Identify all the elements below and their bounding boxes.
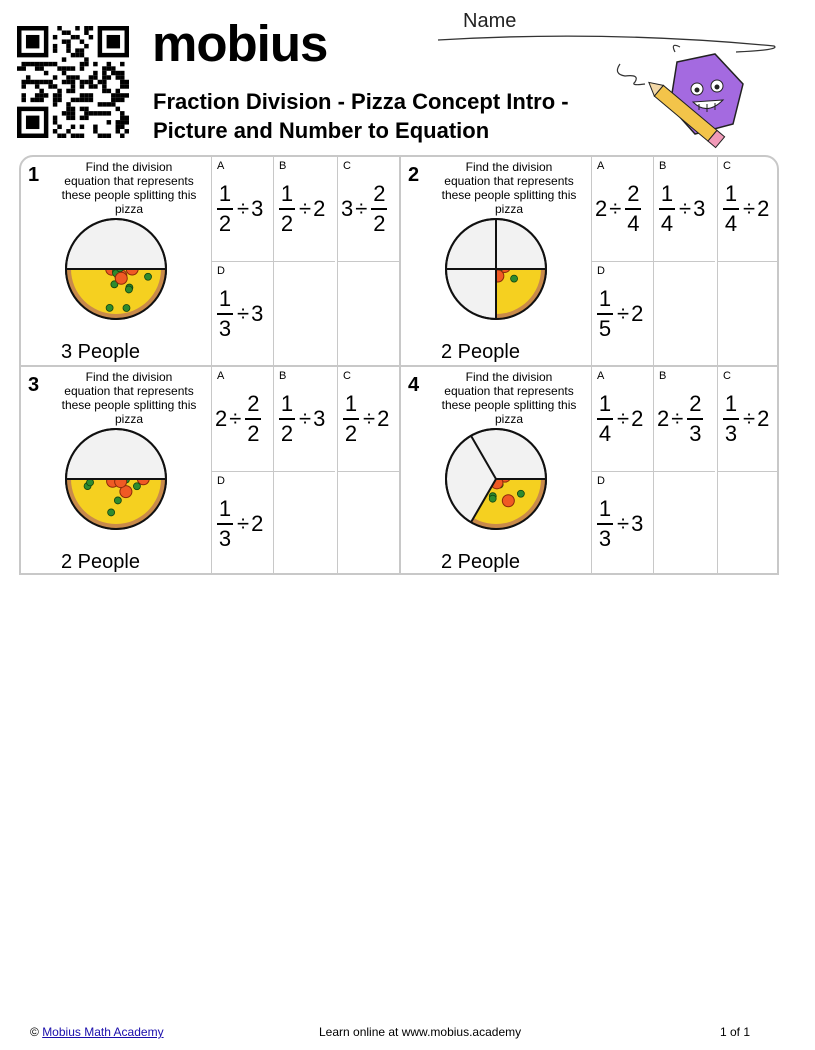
empty-cell bbox=[337, 261, 399, 365]
divisor: 2 bbox=[757, 406, 770, 431]
divisor: 3 bbox=[313, 406, 326, 431]
empty-cell bbox=[273, 261, 335, 365]
divide-sign: ÷ bbox=[671, 406, 684, 431]
choice-label: C bbox=[343, 370, 351, 382]
choice-label: C bbox=[723, 160, 731, 172]
pizza-image bbox=[64, 427, 168, 531]
fraction-bar bbox=[597, 418, 613, 420]
division-equation bbox=[277, 179, 325, 239]
fraction-bar bbox=[687, 418, 703, 420]
denominator: 3 bbox=[218, 525, 232, 551]
choice-label: D bbox=[217, 475, 225, 487]
division-equation bbox=[215, 284, 263, 344]
denominator: 5 bbox=[598, 315, 612, 341]
fraction-bar bbox=[597, 523, 613, 525]
division-equation bbox=[595, 389, 643, 449]
choice-label: C bbox=[723, 370, 731, 382]
numerator: 2 bbox=[627, 181, 640, 207]
choice-b[interactable] bbox=[653, 367, 715, 471]
footer-learn-online: Learn online at www.mobius.academy bbox=[319, 1025, 522, 1039]
numerator: 1 bbox=[724, 391, 738, 417]
choice-label: D bbox=[597, 475, 605, 487]
grid-divider-horizontal bbox=[21, 365, 777, 367]
numerator: 1 bbox=[218, 181, 232, 207]
fraction-bar bbox=[217, 208, 233, 210]
division-equation bbox=[215, 494, 263, 554]
divisor: 3 bbox=[693, 196, 706, 221]
divide-sign: ÷ bbox=[237, 301, 250, 326]
numerator: 1 bbox=[598, 496, 612, 522]
division-equation bbox=[657, 179, 705, 239]
choice-label: D bbox=[217, 265, 225, 277]
dividend: 2 bbox=[595, 196, 608, 221]
numerator: 1 bbox=[598, 391, 612, 417]
numerator: 1 bbox=[280, 181, 294, 207]
choice-c[interactable] bbox=[337, 157, 399, 261]
division-equation bbox=[341, 179, 389, 239]
fraction bbox=[245, 393, 261, 445]
people-count: 2 People bbox=[441, 341, 520, 363]
denominator: 2 bbox=[218, 210, 232, 236]
problem-number: 2 bbox=[408, 164, 420, 186]
fraction-bar bbox=[659, 208, 675, 210]
divisor: 2 bbox=[631, 301, 644, 326]
choice-label: A bbox=[597, 370, 605, 382]
choice-c[interactable] bbox=[717, 367, 779, 471]
empty-cell bbox=[337, 471, 399, 575]
divisor: 2 bbox=[313, 196, 326, 221]
title-line-1: Fraction Division - Pizza Concept Intro - bbox=[153, 89, 569, 114]
fraction bbox=[343, 393, 359, 445]
divisor: 3 bbox=[631, 511, 644, 536]
dividend: 3 bbox=[341, 196, 354, 221]
fraction-bar bbox=[723, 208, 739, 210]
people-count: 2 People bbox=[441, 551, 520, 573]
mobius-logo bbox=[152, 15, 328, 72]
empty-cell bbox=[653, 471, 715, 575]
denominator: 2 bbox=[373, 210, 386, 236]
fraction bbox=[217, 498, 233, 550]
divide-sign: ÷ bbox=[617, 301, 630, 326]
divide-sign: ÷ bbox=[679, 196, 692, 221]
divide-sign: ÷ bbox=[237, 511, 250, 536]
choice-d[interactable] bbox=[211, 471, 273, 575]
divide-sign: ÷ bbox=[609, 196, 622, 221]
problem-4 bbox=[401, 367, 781, 577]
choice-b[interactable] bbox=[273, 157, 335, 261]
problem-prompt: Find the division equation that represents these people splitting this pizza bbox=[441, 160, 577, 216]
fraction-bar bbox=[371, 208, 387, 210]
problem-2 bbox=[401, 157, 781, 367]
dividend: 2 bbox=[657, 406, 670, 431]
choice-d[interactable] bbox=[591, 471, 653, 575]
division-equation bbox=[215, 179, 263, 239]
divide-sign: ÷ bbox=[237, 196, 250, 221]
fraction-bar bbox=[597, 313, 613, 315]
division-equation bbox=[215, 389, 263, 449]
numerator: 1 bbox=[218, 286, 232, 312]
fraction bbox=[597, 288, 613, 340]
pizza-image bbox=[444, 427, 548, 531]
fraction-bar bbox=[625, 208, 641, 210]
pizza-image bbox=[64, 217, 168, 321]
divisor: 2 bbox=[631, 406, 644, 431]
fraction bbox=[279, 393, 295, 445]
fraction-bar bbox=[217, 523, 233, 525]
fraction-bar bbox=[217, 313, 233, 315]
empty-cell bbox=[653, 261, 715, 365]
fraction bbox=[217, 288, 233, 340]
denominator: 3 bbox=[689, 420, 702, 446]
numerator: 2 bbox=[247, 391, 260, 417]
divisor: 2 bbox=[757, 196, 770, 221]
problem-number: 4 bbox=[408, 374, 420, 396]
problem-prompt: Find the division equation that represents these people splitting this pizza bbox=[441, 370, 577, 426]
choice-b[interactable] bbox=[653, 157, 715, 261]
divisor: 2 bbox=[377, 406, 390, 431]
problem-1 bbox=[21, 157, 401, 367]
division-equation bbox=[657, 389, 705, 449]
divide-sign: ÷ bbox=[299, 196, 312, 221]
divisor: 2 bbox=[251, 511, 264, 536]
fraction bbox=[279, 183, 295, 235]
divide-sign: ÷ bbox=[743, 406, 756, 431]
fraction bbox=[687, 393, 703, 445]
choice-label: B bbox=[659, 370, 667, 382]
fraction bbox=[723, 393, 739, 445]
choice-label: D bbox=[597, 265, 605, 277]
denominator: 3 bbox=[598, 525, 612, 551]
denominator: 3 bbox=[724, 420, 738, 446]
choice-a[interactable] bbox=[591, 367, 653, 471]
choice-c[interactable] bbox=[717, 157, 779, 261]
footer-page-number: 1 of 1 bbox=[720, 1025, 751, 1039]
choice-label: B bbox=[659, 160, 667, 172]
pizza-figure bbox=[64, 217, 168, 326]
problem-number: 3 bbox=[28, 374, 40, 396]
problem-prompt: Find the division equation that represents these people splitting this pizza bbox=[61, 160, 197, 216]
divide-sign: ÷ bbox=[363, 406, 376, 431]
denominator: 2 bbox=[247, 420, 260, 446]
fraction bbox=[597, 393, 613, 445]
denominator: 4 bbox=[627, 210, 640, 236]
fraction-bar bbox=[723, 418, 739, 420]
footer-copyright bbox=[30, 1025, 164, 1039]
divide-sign: ÷ bbox=[355, 196, 368, 221]
fraction-bar bbox=[279, 418, 295, 420]
fraction bbox=[217, 183, 233, 235]
dividend: 2 bbox=[215, 406, 228, 431]
problem-prompt: Find the division equation that represents these people splitting this pizza bbox=[61, 370, 197, 426]
numerator: 1 bbox=[660, 181, 674, 207]
choice-label: B bbox=[279, 160, 287, 172]
fraction-bar bbox=[279, 208, 295, 210]
people-count: 2 People bbox=[61, 551, 140, 573]
division-equation bbox=[721, 389, 769, 449]
logo-text: mobius bbox=[152, 15, 328, 72]
choice-d[interactable] bbox=[591, 261, 653, 365]
choice-label: A bbox=[597, 160, 605, 172]
choice-label: C bbox=[343, 160, 351, 172]
empty-cell bbox=[717, 471, 779, 575]
mascot-character-icon bbox=[615, 44, 755, 159]
academy-link[interactable]: Mobius Math Academy bbox=[42, 1025, 164, 1039]
denominator: 2 bbox=[344, 420, 358, 446]
numerator: 2 bbox=[689, 391, 702, 417]
choice-a[interactable] bbox=[211, 367, 273, 471]
fraction bbox=[723, 183, 739, 235]
pizza-figure bbox=[444, 427, 548, 536]
qr-code bbox=[17, 26, 129, 138]
problems-grid bbox=[19, 155, 779, 575]
numerator: 1 bbox=[280, 391, 294, 417]
numerator: 2 bbox=[373, 181, 386, 207]
divisor: 3 bbox=[251, 301, 264, 326]
problem-number: 1 bbox=[28, 164, 40, 186]
name-label: Name bbox=[463, 10, 517, 32]
choice-d[interactable] bbox=[211, 261, 273, 365]
empty-cell bbox=[273, 471, 335, 575]
divide-sign: ÷ bbox=[229, 406, 242, 431]
choice-c[interactable] bbox=[337, 367, 399, 471]
problem-3 bbox=[21, 367, 401, 577]
numerator: 1 bbox=[344, 391, 358, 417]
fraction bbox=[625, 183, 641, 235]
choice-label: A bbox=[217, 160, 225, 172]
pizza-figure bbox=[444, 217, 548, 326]
choice-b[interactable] bbox=[273, 367, 335, 471]
numerator: 1 bbox=[218, 496, 232, 522]
title-line-2: Picture and Number to Equation bbox=[153, 118, 490, 143]
division-equation bbox=[341, 389, 389, 449]
divide-sign: ÷ bbox=[617, 406, 630, 431]
fraction bbox=[597, 498, 613, 550]
division-equation bbox=[595, 284, 643, 344]
divide-sign: ÷ bbox=[617, 511, 630, 536]
denominator: 4 bbox=[724, 210, 738, 236]
divide-sign: ÷ bbox=[743, 196, 756, 221]
choice-a[interactable] bbox=[591, 157, 653, 261]
denominator: 2 bbox=[280, 420, 294, 446]
pizza-image bbox=[444, 217, 548, 321]
fraction-bar bbox=[343, 418, 359, 420]
division-equation bbox=[277, 389, 325, 449]
division-equation bbox=[595, 494, 643, 554]
fraction-bar bbox=[245, 418, 261, 420]
denominator: 4 bbox=[598, 420, 612, 446]
division-equation bbox=[595, 179, 643, 239]
divide-sign: ÷ bbox=[299, 406, 312, 431]
denominator: 2 bbox=[280, 210, 294, 236]
denominator: 4 bbox=[660, 210, 674, 236]
numerator: 1 bbox=[598, 286, 612, 312]
people-count: 3 People bbox=[61, 341, 140, 363]
denominator: 3 bbox=[218, 315, 232, 341]
worksheet-title bbox=[153, 87, 569, 145]
numerator: 1 bbox=[724, 181, 738, 207]
pizza-figure bbox=[64, 427, 168, 536]
choice-a[interactable] bbox=[211, 157, 273, 261]
division-equation bbox=[721, 179, 769, 239]
choice-label: B bbox=[279, 370, 287, 382]
fraction bbox=[371, 183, 387, 235]
fraction bbox=[659, 183, 675, 235]
choice-label: A bbox=[217, 370, 225, 382]
copyright-symbol: © bbox=[30, 1025, 39, 1039]
divisor: 3 bbox=[251, 196, 264, 221]
empty-cell bbox=[717, 261, 779, 365]
